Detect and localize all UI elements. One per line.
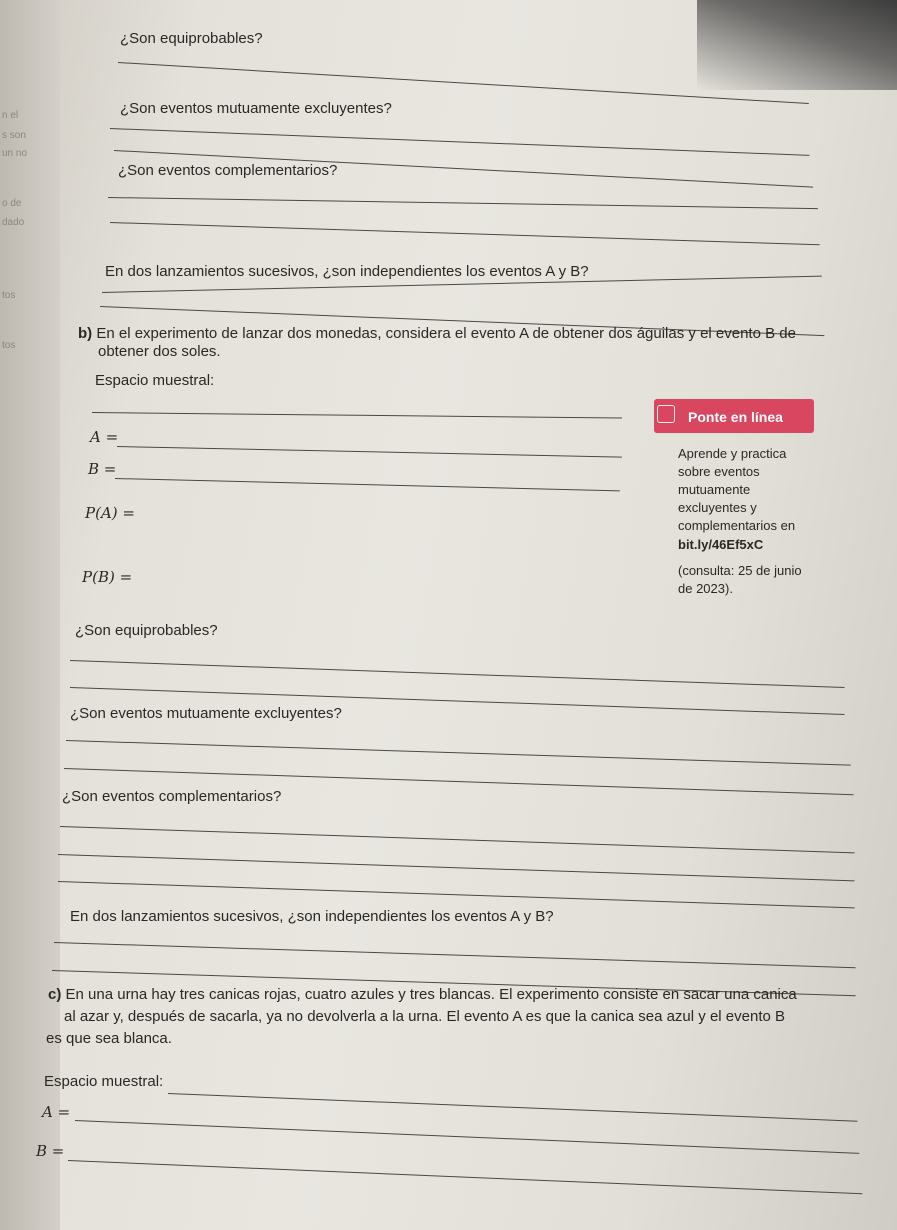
margin-fragment: un no <box>2 148 28 159</box>
sample-space-label-c: Espacio muestral: <box>44 1073 164 1090</box>
probability-b-label: P(B) = <box>82 568 133 586</box>
event-b-label: B = <box>88 460 117 478</box>
question-independent-top: En dos lanzamientos sucesivos, ¿son independientes los eventos A y B? <box>105 263 589 280</box>
online-resource-link[interactable]: bit.ly/46Ef5xC <box>678 537 764 552</box>
event-b-label-c: B = <box>36 1142 65 1160</box>
exercise-c-statement <box>48 986 797 1003</box>
exercise-c-text-line2: al azar y, después de sacarla, ya no devolverla a la urna. El evento A es que la canica sea azul y el evento B <box>64 1008 785 1025</box>
exercise-c-text-line1: En una urna hay tres canicas rojas, cuatro azules y tres blancas. El experimento consiste en sacar una canica <box>65 986 797 1003</box>
exercise-b-marker: b) <box>78 325 93 342</box>
page-corner-shadow <box>697 0 897 90</box>
answer-line <box>75 1120 859 1154</box>
answer-line <box>108 197 818 210</box>
sample-space-label: Espacio muestral: <box>95 372 215 389</box>
answer-line <box>110 222 820 246</box>
question-mutually-exclusive-b: ¿Son eventos mutuamente excluyentes? <box>70 705 342 722</box>
answer-line <box>168 1093 857 1122</box>
margin-fragment: tos <box>2 340 16 351</box>
answer-line <box>58 881 855 909</box>
margin-fragment: s son <box>2 130 26 141</box>
online-resource-text: de 2023). <box>678 581 733 596</box>
online-resource-text: (consulta: 25 de junio <box>678 563 802 578</box>
exercise-b-text-line1: En el experimento de lanzar dos monedas, considera el evento A de obtener dos águilas y el evento B de <box>96 325 796 342</box>
answer-line <box>66 740 851 766</box>
answer-line <box>60 826 855 854</box>
exercise-b-text-line2: obtener dos soles. <box>98 343 221 360</box>
wifi-icon <box>657 405 675 423</box>
online-resource-text: complementarios en <box>678 518 796 533</box>
online-resource-title: Ponte en línea <box>688 409 783 425</box>
event-a-label: A = <box>90 428 119 446</box>
margin-fragment: tos <box>2 290 16 301</box>
answer-line <box>110 128 810 156</box>
margin-fragment: dado <box>2 217 25 228</box>
answer-line <box>54 942 856 969</box>
answer-line <box>70 660 845 688</box>
answer-line <box>68 1160 862 1195</box>
online-resource-text: sobre eventos <box>678 464 760 479</box>
online-resource-text: Aprende y practica <box>678 446 787 461</box>
answer-line <box>92 412 622 419</box>
margin-fragment: o de <box>2 198 22 209</box>
probability-a-label: P(A) = <box>85 504 135 522</box>
online-resource-text: excluyentes y <box>678 500 757 515</box>
event-a-label-c: A = <box>42 1103 71 1121</box>
margin-fragment: n el <box>2 110 19 121</box>
online-resource-text: mutuamente <box>678 482 751 497</box>
exercise-c-text-line3: es que sea blanca. <box>46 1030 172 1047</box>
exercise-b-statement <box>78 325 796 342</box>
question-complementary-b: ¿Son eventos complementarios? <box>62 788 282 805</box>
question-independent-b: En dos lanzamientos sucesivos, ¿son independientes los eventos A y B? <box>70 908 554 925</box>
question-equiprobable-top: ¿Son equiprobables? <box>120 30 263 47</box>
answer-line <box>115 478 620 492</box>
answer-line <box>58 854 855 882</box>
question-equiprobable-b: ¿Son equiprobables? <box>75 622 218 639</box>
question-mutually-exclusive-top: ¿Son eventos mutuamente excluyentes? <box>120 100 392 117</box>
answer-line <box>117 446 622 458</box>
question-complementary-top: ¿Son eventos complementarios? <box>118 162 338 179</box>
exercise-c-marker: c) <box>48 986 62 1003</box>
